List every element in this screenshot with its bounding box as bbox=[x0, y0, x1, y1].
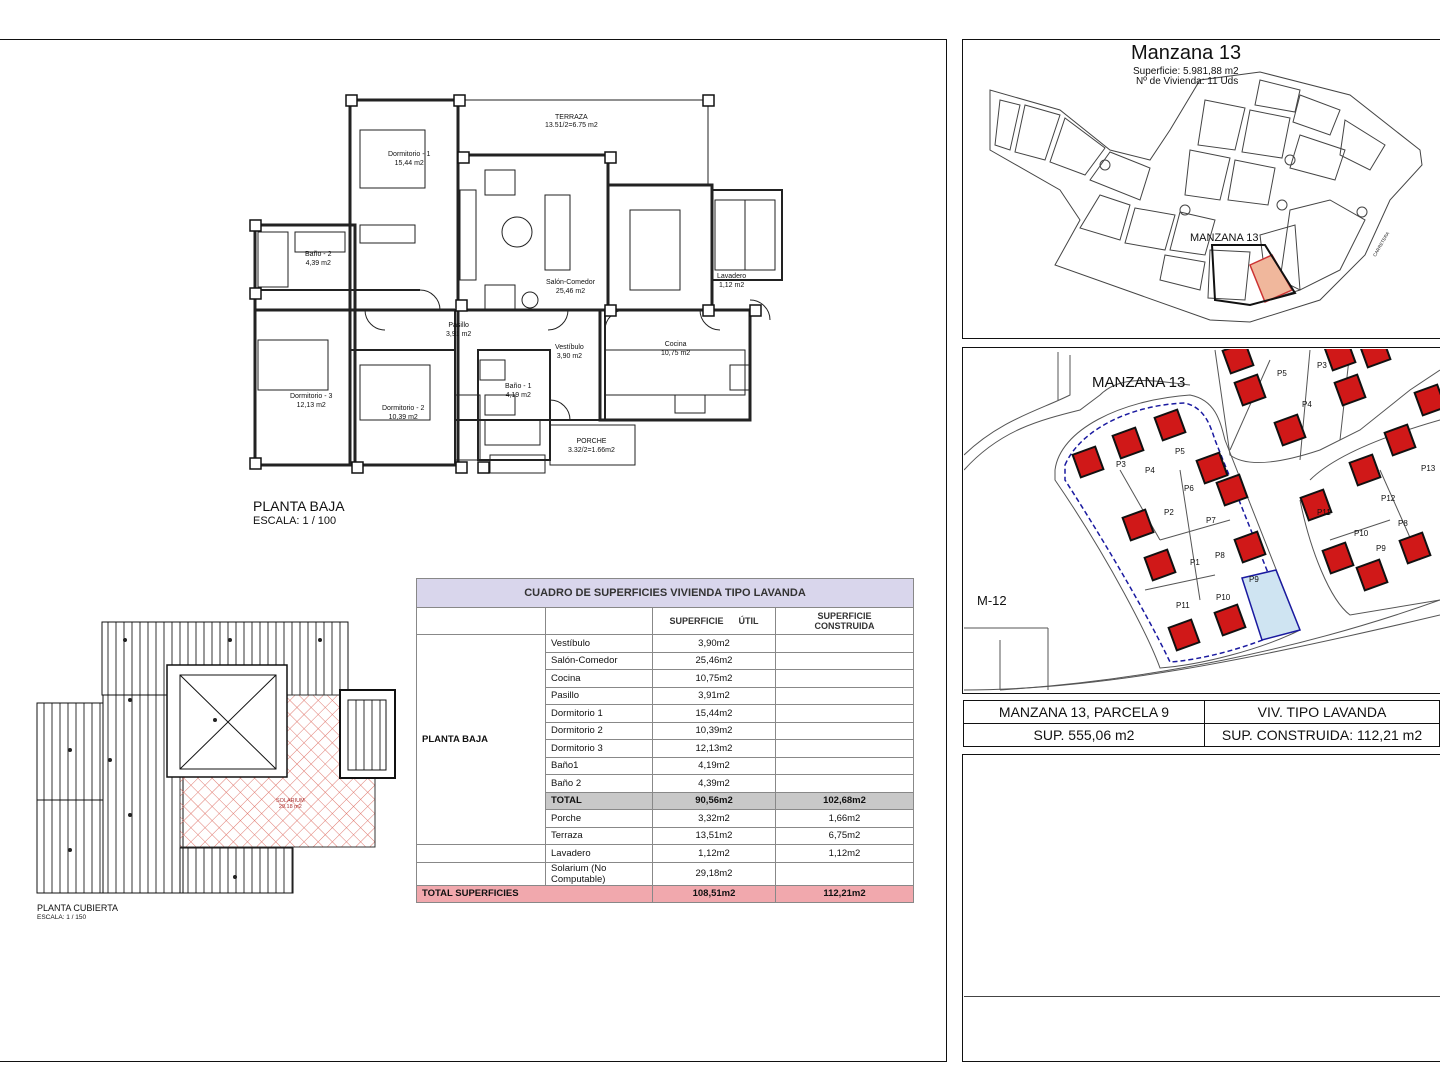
plot-label: P13 bbox=[1421, 464, 1436, 473]
detail-neighbor-label: M-12 bbox=[977, 593, 1007, 608]
table-row bbox=[417, 845, 914, 863]
house-marker bbox=[1223, 349, 1254, 373]
header-built bbox=[776, 608, 914, 635]
row-util: 25,46m2 bbox=[653, 652, 776, 670]
row-name: Salón-Comedor bbox=[546, 652, 653, 670]
ground-floor-title: PLANTA BAJA bbox=[253, 498, 345, 514]
row-built bbox=[776, 687, 914, 705]
house-marker bbox=[1235, 532, 1266, 563]
site-surface: Superficie: 5.981,88 m2 bbox=[1133, 66, 1239, 77]
plot-label: P3 bbox=[1317, 361, 1327, 370]
row-util: 15,44m2 bbox=[653, 705, 776, 723]
row-name: Solarium (No Computable) bbox=[546, 862, 653, 885]
row-built bbox=[776, 652, 914, 670]
house-marker bbox=[1400, 533, 1431, 564]
group-label: PLANTA BAJA bbox=[417, 635, 546, 845]
table-row bbox=[417, 635, 914, 653]
header-util bbox=[653, 608, 776, 635]
site-plan-map bbox=[975, 70, 1425, 330]
row-built: 6,75m2 bbox=[776, 827, 914, 845]
row-name: Pasillo bbox=[546, 687, 653, 705]
room-name: PORCHE bbox=[576, 438, 607, 445]
row-name: Cocina bbox=[546, 670, 653, 688]
house-marker bbox=[1360, 349, 1391, 367]
row-name: Baño1 bbox=[546, 757, 653, 775]
house-marker bbox=[1197, 453, 1228, 484]
plot-label: P4 bbox=[1302, 400, 1312, 409]
room-name: Cocina bbox=[664, 341, 687, 348]
room-area: 3.32/2=1.66m2 bbox=[568, 447, 615, 454]
table-body bbox=[417, 635, 914, 903]
plot-label: P7 bbox=[1206, 516, 1216, 525]
header-blank bbox=[417, 608, 546, 635]
room-porche bbox=[568, 437, 615, 455]
plot-label: P6 bbox=[1184, 484, 1194, 493]
house-marker bbox=[1323, 543, 1354, 574]
solarium-name: SOLARIUM bbox=[276, 798, 305, 804]
house-marker bbox=[1123, 510, 1154, 541]
room-name: Baño - 2 bbox=[305, 251, 332, 258]
room-area: 25,46 m2 bbox=[555, 288, 586, 295]
site-road-label: CARRETERA bbox=[1372, 230, 1391, 258]
house-marker bbox=[1350, 455, 1381, 486]
ground-floor-scale: ESCALA: 1 / 100 bbox=[253, 515, 337, 527]
row-name: Terraza bbox=[546, 827, 653, 845]
house-marker bbox=[1275, 415, 1306, 446]
total-built: 102,68m2 bbox=[776, 792, 914, 810]
house-type: VIV. TIPO LAVANDA bbox=[1205, 701, 1440, 724]
total-util: 90,56m2 bbox=[653, 792, 776, 810]
row-util: 13,51m2 bbox=[653, 827, 776, 845]
table-header-row bbox=[417, 608, 914, 635]
row-name: Dormitorio 2 bbox=[546, 722, 653, 740]
group-blank bbox=[417, 845, 546, 863]
plot-label: P5 bbox=[1277, 369, 1287, 378]
site-title: Manzana 13 bbox=[1131, 42, 1242, 64]
plot-label: P10 bbox=[1354, 529, 1369, 538]
total-name: TOTAL bbox=[546, 792, 653, 810]
row-util: 29,18m2 bbox=[653, 862, 776, 885]
row-util: 1,12m2 bbox=[653, 845, 776, 863]
roof-scale: ESCALA: 1 / 150 bbox=[37, 914, 87, 921]
roof-title: PLANTA CUBIERTA bbox=[37, 903, 119, 913]
plot-label: P10 bbox=[1216, 593, 1231, 602]
room-bano2 bbox=[305, 250, 331, 268]
solarium-area: 29.18 m2 bbox=[278, 804, 302, 810]
plot-label: P8 bbox=[1215, 551, 1225, 560]
row-util: 10,75m2 bbox=[653, 670, 776, 688]
house-marker bbox=[1235, 375, 1266, 406]
room-area: 3,91 m2 bbox=[446, 331, 472, 338]
roof-plan bbox=[30, 615, 400, 900]
plot-label: P4 bbox=[1145, 466, 1155, 475]
room-dorm3 bbox=[290, 392, 332, 410]
house-marker bbox=[1217, 475, 1248, 506]
row-built: 1,66m2 bbox=[776, 810, 914, 828]
house-marker bbox=[1155, 410, 1186, 441]
house-marker bbox=[1169, 620, 1200, 651]
plot-label: P5 bbox=[1175, 447, 1185, 456]
room-name: Pasillo bbox=[448, 322, 469, 329]
room-area: 15,44 m2 bbox=[394, 160, 424, 167]
header-built-a: SUPERFICIE bbox=[817, 611, 872, 621]
room-area: 4,19 m2 bbox=[505, 392, 531, 399]
notes-divider bbox=[964, 996, 1440, 997]
detail-block-label: MANZANA 13 bbox=[1092, 374, 1186, 391]
table-title: CUADRO DE SUPERFICIES VIVIENDA TIPO LAVANDA bbox=[417, 579, 914, 608]
row-name: Dormitorio 3 bbox=[546, 740, 653, 758]
plot-label: P12 bbox=[1381, 494, 1396, 503]
header-blank bbox=[546, 608, 653, 635]
row-util: 3,32m2 bbox=[653, 810, 776, 828]
header-util-b: ÚTIL bbox=[738, 616, 759, 626]
row-util: 4,19m2 bbox=[653, 757, 776, 775]
grand-total-util: 108,51m2 bbox=[653, 885, 776, 903]
room-name: Lavadero bbox=[717, 273, 747, 280]
row-name: Dormitorio 1 bbox=[546, 705, 653, 723]
grand-total-row bbox=[417, 885, 914, 903]
grand-total-name: TOTAL SUPERFICIES bbox=[417, 885, 653, 903]
room-name: Dormitorio - 2 bbox=[382, 405, 425, 412]
room-area: 12,13 m2 bbox=[296, 402, 326, 409]
header-util-a: SUPERFICIE bbox=[669, 616, 724, 626]
house-marker bbox=[1415, 385, 1440, 416]
room-pasillo bbox=[446, 321, 471, 339]
row-name: Lavadero bbox=[546, 845, 653, 863]
house-marker bbox=[1335, 375, 1366, 406]
room-cocina bbox=[661, 340, 690, 358]
room-name: Dormitorio - 1 bbox=[388, 151, 431, 158]
room-name: Baño - 1 bbox=[505, 383, 532, 390]
plot-label: P9 bbox=[1249, 575, 1259, 584]
built-surface: SUP. CONSTRUIDA: 112,21 m2 bbox=[1205, 724, 1440, 747]
plot-name: MANZANA 13, PARCELA 9 bbox=[964, 701, 1205, 724]
row-util: 10,39m2 bbox=[653, 722, 776, 740]
row-built bbox=[776, 635, 914, 653]
row-built bbox=[776, 670, 914, 688]
row-built bbox=[776, 722, 914, 740]
row-built bbox=[776, 775, 914, 793]
notes-panel bbox=[962, 754, 1440, 1062]
room-terraza bbox=[545, 114, 598, 130]
plot-surface: SUP. 555,06 m2 bbox=[964, 724, 1205, 747]
row-built bbox=[776, 757, 914, 775]
room-bano1 bbox=[505, 382, 531, 400]
row-util: 3,91m2 bbox=[653, 687, 776, 705]
row-name: Baño 2 bbox=[546, 775, 653, 793]
house-marker bbox=[1113, 428, 1144, 459]
room-name: Dormitorio - 3 bbox=[290, 393, 333, 400]
room-dorm1 bbox=[388, 150, 430, 168]
ground-floor-plan bbox=[240, 90, 800, 480]
house-marker bbox=[1145, 550, 1176, 581]
room-area: 13.51/2=6.75 m2 bbox=[545, 122, 598, 129]
row-built: 1,12m2 bbox=[776, 845, 914, 863]
plot-label: P3 bbox=[1116, 460, 1126, 469]
plot-label: P11 bbox=[1176, 601, 1190, 610]
room-name: Vestíbulo bbox=[555, 344, 584, 351]
row-util: 12,13m2 bbox=[653, 740, 776, 758]
room-name: TERRAZA bbox=[555, 114, 588, 121]
group-blank bbox=[417, 862, 546, 885]
plot-label: P9 bbox=[1376, 544, 1386, 553]
row-name: Porche bbox=[546, 810, 653, 828]
room-area: 3,90 m2 bbox=[556, 353, 583, 360]
house-marker bbox=[1215, 605, 1246, 636]
surfaces-table bbox=[416, 578, 914, 903]
room-salon bbox=[546, 278, 595, 296]
plot-label: P8 bbox=[1398, 519, 1408, 528]
detail-plan-map bbox=[964, 349, 1440, 692]
row-util: 3,90m2 bbox=[653, 635, 776, 653]
room-area: 10,39 m2 bbox=[388, 414, 418, 421]
plot-label: P11 bbox=[1317, 508, 1331, 517]
room-area: 1,12 m2 bbox=[718, 282, 745, 289]
row-built bbox=[776, 705, 914, 723]
house-marker bbox=[1357, 560, 1388, 591]
room-lavadero bbox=[717, 272, 746, 290]
header-built-b: CONSTRUIDA bbox=[814, 621, 875, 631]
row-built bbox=[776, 862, 914, 885]
table-row bbox=[417, 862, 914, 885]
solarium-label bbox=[276, 798, 305, 810]
row-util: 4,39m2 bbox=[653, 775, 776, 793]
plot-label: P1 bbox=[1190, 558, 1200, 567]
house-marker bbox=[1325, 349, 1356, 370]
house-marker bbox=[1073, 447, 1104, 478]
room-name: Salón-Comedor bbox=[546, 279, 596, 286]
plot-info-table bbox=[963, 700, 1440, 747]
room-dorm2 bbox=[382, 404, 424, 422]
row-built bbox=[776, 740, 914, 758]
grand-total-built: 112,21m2 bbox=[776, 885, 914, 903]
plot-label: P2 bbox=[1164, 508, 1174, 517]
site-units: Nº de Vivienda: 11 Uds bbox=[1136, 76, 1239, 87]
room-area: 4,39 m2 bbox=[305, 260, 331, 267]
site-block-label: MANZANA 13 bbox=[1190, 232, 1259, 244]
room-vestibulo bbox=[555, 343, 584, 361]
row-name: Vestíbulo bbox=[546, 635, 653, 653]
room-area: 10,75 m2 bbox=[661, 350, 691, 357]
